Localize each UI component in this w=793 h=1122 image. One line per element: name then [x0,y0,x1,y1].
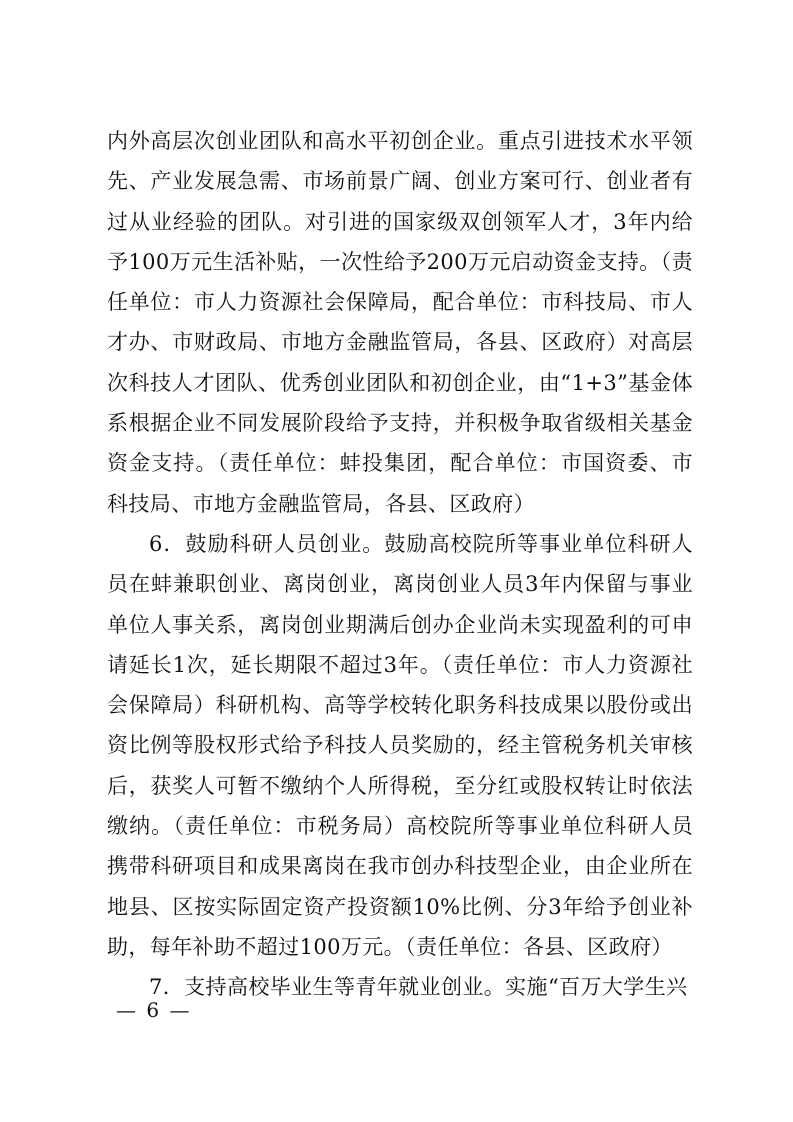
paragraph-continuation: 内外高层次创业团队和高水平初创企业。重点引进技术水平领先、产业发展急需、市场前景广阔、创业方案可行、创业者有过从业经验的团队。对引进的国家级双创领军人才，3年内给予100万元生活补贴，一次性给予200万元启动资金支持。（责任单位：市人力资源社会保障局，配合单位：市科技局、市人才办、市财政局、市地方金融监管局，各县、区政府）对高层次科技人才团队、优秀创业团队和初创企业，由“1+3”基金体系根据企业不同发展阶段给予支持，并积极争取省级相关基金资金支持。（责任单位：蚌投集团，配合单位：市国资委、市科技局、市地方金融监管局，各县、区政府） [107,129,693,516]
paragraph-item-6: 6．鼓励科研人员创业。鼓励高校院所等事业单位科研人员在蚌兼职创业、离岗创业，离岗创业人员3年内保留与事业单位人事关系，离岗创业期满后创办企业尚未实现盈利的可申请延长1次，延长期限不超过3年。（责任单位：市人力资源社会保障局）科研机构、高等学校转化职务科技成果以股份或出资比例等股权形式给予科技人员奖励的，经主管税务机关审核后，获奖人可暂不缴纳个人所得税，至分红或股权转让时依法缴纳。（责任单位：市税务局）高校院所等事业单位科研人员携带科研项目和成果离岗在我市创办科技型企业，由企业所在地县、区按实际固定资产投资额10%比例、分3年给予创业补助，每年补助不超过100万元。（责任单位：各县、区政府） [107,531,693,959]
paragraph-item-7: 7．支持高校毕业生等青年就业创业。实施“百万大学生兴 [149,975,688,1000]
page-number: — 6 — [116,998,192,1022]
document-body [107,121,693,1008]
